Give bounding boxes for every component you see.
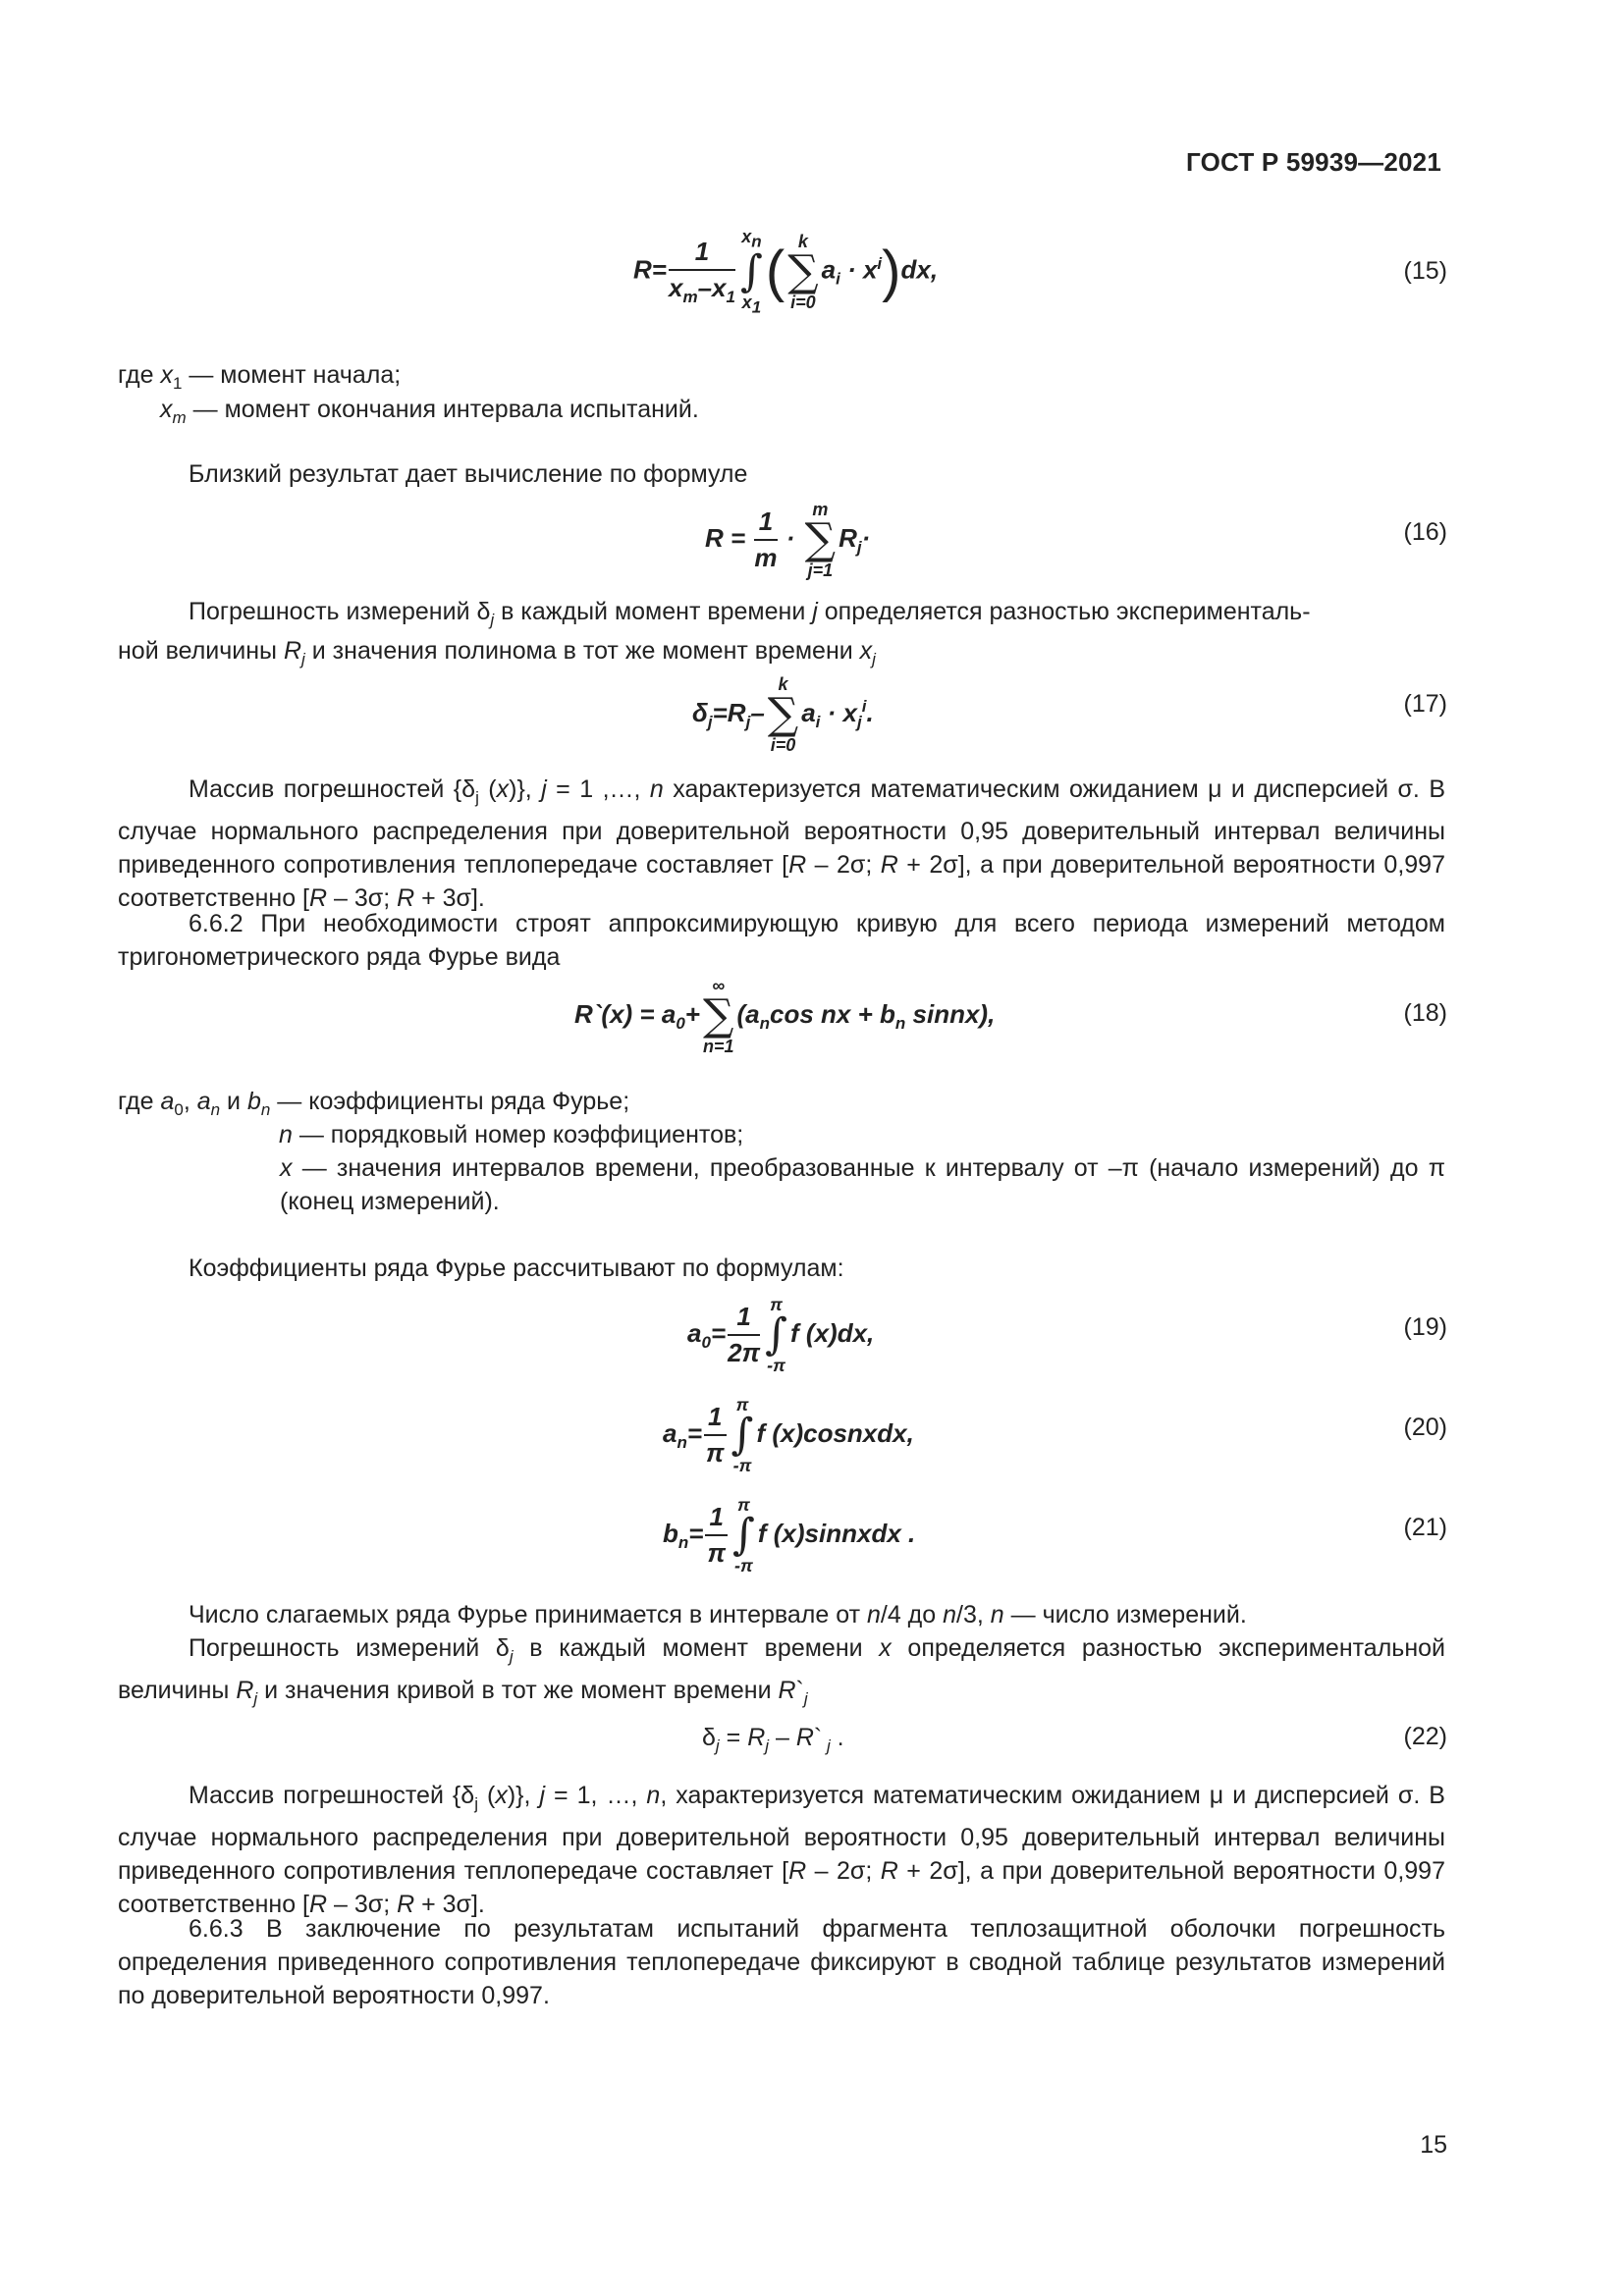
equation-number-15: (15) bbox=[1403, 257, 1447, 285]
equation-number-20: (20) bbox=[1403, 1414, 1447, 1441]
equation-number-18: (18) bbox=[1403, 999, 1447, 1027]
formula-18: R`(x) = $a_0+$ ∞ ∑ n=1 ($a_n\cos$ nx + $b_n$ sinnx), bbox=[574, 976, 996, 1056]
equation-number-19: (19) bbox=[1403, 1313, 1447, 1341]
formula-22: $\delta_j = R_j$ – R` $_j$ . bbox=[702, 1724, 844, 1755]
formula-21: $b_n=$ $\frac{1}{\pi}$ π ∫ -π f (x)sinnxdx . bbox=[663, 1495, 916, 1575]
equation-number-21: (21) bbox=[1403, 1514, 1447, 1541]
page-number: 15 bbox=[1420, 2131, 1447, 2159]
formula-20: $a_n=$ $\frac{1}{\pi}$ π ∫ -π f (x)cosnxdx, bbox=[663, 1395, 914, 1475]
delta-text-1-line-1: Погрешность измерений $\delta_j$ в каждый момент времени j определяется разностью эксперименталь- bbox=[189, 598, 1311, 629]
equation-number-16: (16) bbox=[1403, 518, 1447, 546]
paragraph-6-6-2: 6.6.2 При необходимости строят аппроксимирующую кривую для всего периода измерений методом тригонометрического ряда Фурье вида bbox=[118, 910, 1445, 971]
where-x1-line: где $x_1$ — момент начала; bbox=[118, 361, 402, 393]
formula-17: $\delta_j=R_j-$ k ∑ i=0 $a_i \cdot x_j^i$. bbox=[692, 674, 874, 755]
equation-number-17: (17) bbox=[1403, 690, 1447, 718]
where-x-definition: x — значения интервалов времени, преобразованные к интервалу от –π (начало измерений) до π (конец измерений). bbox=[280, 1154, 1445, 1215]
equation-number-22: (22) bbox=[1403, 1723, 1447, 1750]
where-xm-line: $x_m$ — момент окончания интервала испытаний. bbox=[160, 396, 699, 427]
formula-15: R= $\frac{1}{x_m-x_1}$ $x_n$ ∫ $x_1$ ( k ∑ i=0 $a_i \cdot x^i)dx$, bbox=[633, 227, 939, 317]
formula-16: R = $\frac{1}{m}$ · m ∑ j=1 $R_j\cdot$ bbox=[705, 500, 871, 580]
delta-text-1-line-2: ной величины $R_j$ и значения полинома в тот же момент времени $x_j$ bbox=[118, 637, 876, 668]
error-array-paragraph-2: Массив погрешностей {$\delta_j$ (x)}, j = 1, …, n, характеризуется математическим ожиданием μ и дисперсией σ. В случае нормального распределения при доверительной вероятности 0,95 доверительный интервал величины приведенного сопротивления теплопередаче составляет [R – 2σ; R + 2σ], а при доверительной вероятности 0,997 соответственно [R – 3σ; R + 3σ]. bbox=[118, 1782, 1445, 1918]
formula-19: $a_0=$ $\frac{1}{2\pi}$ π ∫ -π f (x)dx, bbox=[687, 1295, 875, 1375]
terms-count-text: Число слагаемых ряда Фурье принимается в интервале от n/4 до n/3, n — число измерений. bbox=[189, 1601, 1247, 1629]
standard-header: ГОСТ Р 59939—2021 bbox=[1186, 147, 1441, 177]
paragraph-6-6-3: 6.6.3 В заключение по результатам испытаний фрагмента теплозащитной оболочки погрешность определения приведенного сопротивления теплопередаче фиксируют в сводной таблице результатов измерений по доверительной вероятности 0,997. bbox=[118, 1915, 1445, 2009]
close-result-text: Близкий результат дает вычисление по формуле bbox=[189, 460, 748, 488]
where-fourier-coefficients: где $a_0$, $a_n$ и $b_n$ — коэффициенты ряда Фурье; bbox=[118, 1088, 630, 1119]
coefficients-intro: Коэффициенты ряда Фурье рассчитывают по формулам: bbox=[189, 1255, 844, 1282]
delta-text-2: Погрешность измерений $\delta_j$ в каждый момент времени x определяется разностью экспериментальной величины $R_j$ и значения кривой в тот же момент времени $R`_j$ bbox=[118, 1634, 1445, 1708]
where-n-definition: n — порядковый номер коэффициентов; bbox=[279, 1121, 744, 1148]
error-array-paragraph-1: Массив погрешностей {$\delta_j$ (x)}, j = 1 ,…, n характеризуется математическим ожиданием μ и дисперсией σ. В случае нормального распределения при доверительной вероятности 0,95 доверительный интервал величины приведенного сопротивления теплопередаче составляет [R – 2σ; R + 2σ], а при доверительной вероятности 0,997 соответственно [R – 3σ; R + 3σ]. bbox=[118, 775, 1445, 912]
